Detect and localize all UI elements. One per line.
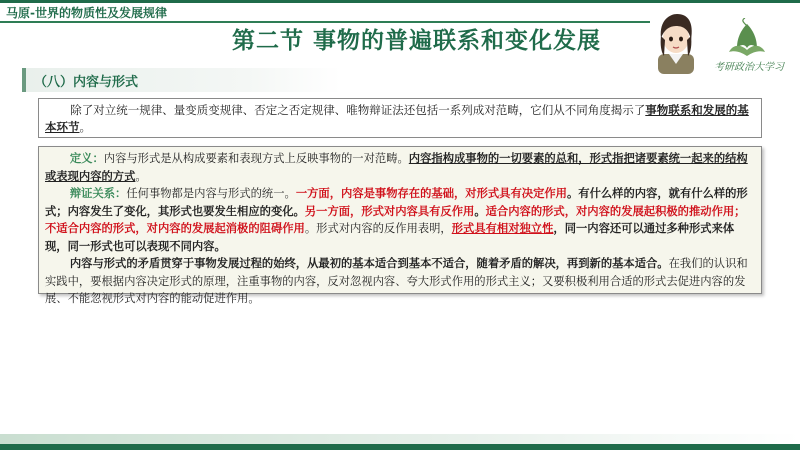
intro-box <box>38 98 762 138</box>
dialectic-term: 辩证关系： <box>69 187 127 200</box>
dialectic-s5: 。 <box>474 203 486 218</box>
intro-emphasis: 事物联系和发展的基本环节 <box>45 103 749 134</box>
content-box <box>38 146 762 305</box>
contradiction-plain: 在我们的认识和实践中，要根据内容决定形式的原理，注重事物的内容，反对忽视内容、夸大形式作用的形式主义；又要积极利用合适的形式去促进内容的发展、不能忽视形式对内容的能动促进作用。 <box>45 257 748 305</box>
contradiction-paragraph <box>45 255 755 308</box>
definition-end: 。 <box>135 169 147 183</box>
intro-paragraph <box>45 102 755 136</box>
dialectic-paragraph <box>45 185 755 255</box>
dialectic-s8: 形式具有相对独立性 <box>451 221 554 235</box>
definition-emphasis: 内容指构成事物的一切要素的总和，形式指把诸要素统一起来的结构或表现内容的方式 <box>45 151 748 183</box>
footer-bar <box>0 444 800 450</box>
dialectic-s4: 另一方面，形式对内容具有反作用 <box>304 203 475 218</box>
definition-term: 定义： <box>69 152 104 165</box>
intro-plain: 除了对立统一规律、量变质变规律、否定之否定规律、唯物辩证法还包括一系列成对范畴，它们从不同角度揭示了 <box>70 103 646 117</box>
top-accent-bar <box>0 0 800 3</box>
page-title: 第二节 事物的普遍联系和变化发展 <box>232 27 602 54</box>
dialectic-s3: 。有什么样的内容，就有什么样的形式；内容发生了变化，其形式也要发生相应的变化。 <box>45 186 748 218</box>
intro-end: 。 <box>79 120 91 134</box>
dialectic-s6: 适合内容的形式，对内容的发展起积极的推动作用；不适合内容的形式，对内容的发展起消极的阻碍作用 <box>45 203 746 235</box>
definition-paragraph <box>45 150 755 185</box>
teacher-avatar-icon <box>650 10 702 74</box>
section-title: （八）内容与形式 <box>34 75 139 90</box>
dialectic-s2: 一方面，内容是事物存在的基础，对形式具有决定作用 <box>295 186 567 200</box>
contradiction-bold: 内容与形式的矛盾贯穿于事物发展过程的始终，从最初的基本适合到基本不适合，随着矛盾的解决，再到新的基本适合。 <box>69 256 669 270</box>
definition-plain: 内容与形式是从构成要素和表现方式上反映事物的一对范畴。 <box>103 152 409 165</box>
course-label: 马原-世界的物质性及发展规律 <box>6 6 167 20</box>
dialectic-s7: 。形式对内容的反作用表明， <box>304 222 452 235</box>
logo-text: 考研政治大学习 <box>714 62 784 73</box>
dialectic-s9: ，同一内容还可以通过多种形式来体现，同一形式也可以表现不同内容。 <box>45 221 735 253</box>
dialectic-s1: 任何事物都是内容与形式的统一。 <box>126 187 296 200</box>
